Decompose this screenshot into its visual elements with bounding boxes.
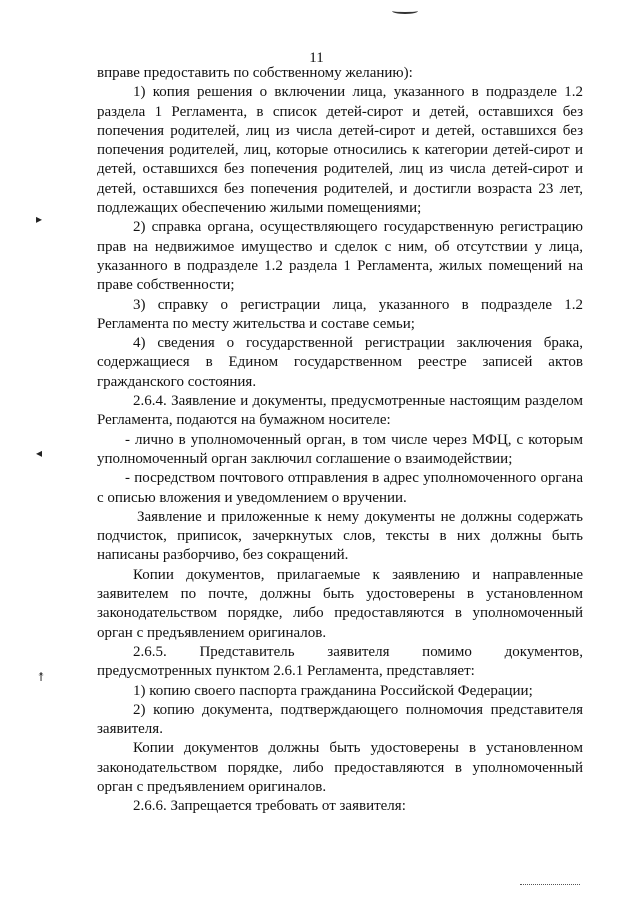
paragraph: Копии документов должны быть удостоверены в установленном законодательством порядке, либо предоставляются в уполномоченный орган с предъявлением оригиналов. xyxy=(97,740,583,795)
paragraph: 2.6.6. Запрещается требовать от заявителя: xyxy=(133,798,406,815)
paragraph: - лично в уполномоченный орган, в том числе через МФЦ, с которым уполномоченный орган заключил соглашение о взаимодействии; xyxy=(97,431,583,467)
page-number: 11 xyxy=(309,50,324,66)
paragraph: 4) сведения о государственной регистрации заключения брака, содержащиеся в Едином государственном реестре записей актов гражданского состояния. xyxy=(97,335,583,390)
paragraph: 2.6.4. Заявление и документы, предусмотренные настоящим разделом Регламента, подаются на бумажном носителе: xyxy=(97,393,583,429)
paragraph: вправе предоставить по собственному желанию): xyxy=(97,65,413,81)
margin-mark: ▸ xyxy=(36,212,43,226)
paragraph: Заявление и приложенные к нему документы не должны содержать подчисток, приписок, зачеркнутых слов, тексты в них должны быть написаны разборчиво, без сокращений. xyxy=(97,508,583,564)
paragraph: 1) копию своего паспорта гражданина Российской Федерации; xyxy=(133,682,533,699)
paragraph: 2) копию документа, подтверждающего полномочия представителя заявителя. xyxy=(97,701,583,738)
paragraph: 3) справку о регистрации лица, указанного в подразделе 1.2 Регламента по месту жительства и составе семьи; xyxy=(97,296,583,332)
paragraph: 2.6.5. Представитель заявителя помимо документов, предусмотренных пунктом 2.6.1 Регламента, представляет: xyxy=(97,643,583,680)
paragraph: 1) копия решения о включении лица, указанного в подразделе 1.2 раздела 1 Регламента, в список детей-сирот и детей, оставшихся без попечения родителей, лиц из числа детей-сирот и детей, оставшихся без попечения родителей, лиц, которые относились к категории детей-сирот и детей, оставшихся без попечения родителей, лиц из числа детей-сирот и детей, оставшихся без попечения родителей, и достигли возраста 23 лет, подлежащих обеспечению жилыми помещениями; xyxy=(97,84,583,217)
paragraph: 2) справка органа, осуществляющего государственную регистрацию прав на недвижимое имущество и сделок с ним, об отсутствии у лица, указанного в подразделе 1.2 раздела 1 Регламента, жилых помещений на праве собственности; xyxy=(97,219,583,294)
document-body xyxy=(97,64,583,817)
top-scan-mark xyxy=(392,8,418,14)
paragraph: Копии документов, прилагаемые к заявлению и направленные заявителем по почте, должны быть удостоверены в установленном законодательством порядке, либо предоставляются в уполномоченный орган с предъявлением оригиналов. xyxy=(97,566,583,641)
margin-mark: ↟ xyxy=(36,670,47,684)
scan-artifact xyxy=(520,882,580,885)
paragraph: - посредством почтового отправления в адрес уполномоченного органа с описью вложения и уведомлением о вручении. xyxy=(97,470,583,506)
margin-mark: ◂ xyxy=(36,446,43,460)
